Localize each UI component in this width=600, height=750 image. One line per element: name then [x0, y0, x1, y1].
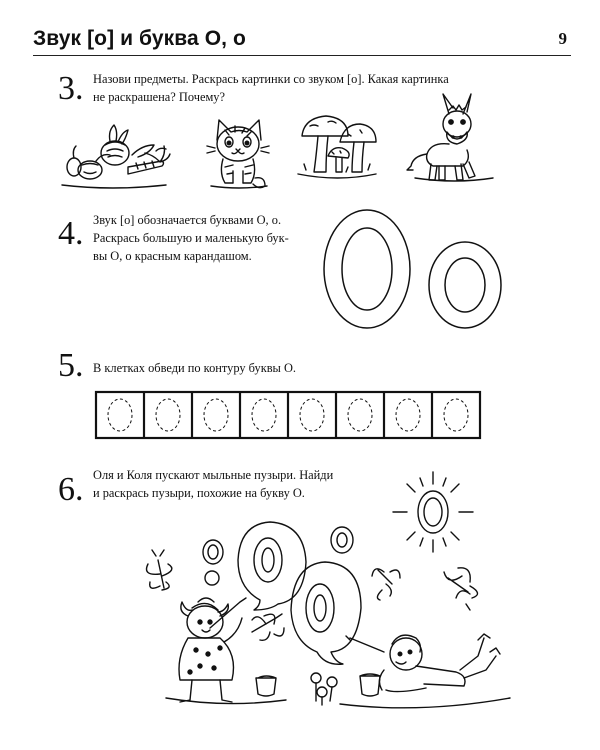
page-title: Звук [о] и буква О, о	[33, 27, 246, 50]
bubble-o-large-1	[238, 522, 306, 610]
big-letter-o	[324, 210, 410, 328]
donkey-picture	[405, 92, 500, 187]
cup-left	[256, 676, 276, 696]
task-4-number: 4.	[58, 215, 84, 252]
letters-o-coloring	[320, 205, 520, 335]
task-3-text-line-2: не раскрашена? Почему?	[93, 90, 225, 104]
butterfly-right-1	[372, 569, 400, 600]
cup-right	[360, 674, 380, 696]
tracing-letter-o[interactable]	[396, 399, 420, 431]
tracing-cells	[95, 390, 485, 440]
task-5-text: В клетках обведи по контуру буквы О.	[93, 361, 297, 375]
task-6-text	[93, 466, 333, 502]
task-4-text	[93, 211, 289, 265]
tracing-letter-o[interactable]	[444, 399, 468, 431]
tracing-letter-o[interactable]	[204, 399, 228, 431]
small-letter-o	[429, 242, 501, 328]
boy-kolya	[340, 634, 510, 708]
tracing-letter-o[interactable]	[300, 399, 324, 431]
task-6-text-line-1: Оля и Коля пускают мыльные пузыри. Найди	[93, 468, 334, 482]
girl-olya	[166, 598, 286, 704]
page-number: 9	[558, 29, 567, 48]
task-5-number: 5.	[58, 347, 84, 384]
butterfly-right-2	[444, 568, 478, 610]
bubble-o-small-2	[331, 527, 353, 553]
task-4-text-line-3: вы О, о красным карандашом.	[93, 249, 252, 263]
tracing-letter-o[interactable]	[108, 399, 132, 431]
tracing-letter-o[interactable]	[348, 399, 372, 431]
flowers	[311, 673, 337, 705]
mushrooms-picture	[298, 112, 378, 187]
task-6-text-line-2: и раскрась пузыри, похожие на букву О.	[93, 486, 305, 500]
task-3-number: 3.	[58, 70, 84, 107]
task-3-text	[93, 70, 449, 106]
task-4-text-line-2: Раскрась большую и маленькую бук-	[93, 231, 289, 245]
butterfly-middle	[252, 614, 284, 640]
bubble-o-small-1	[203, 540, 223, 564]
kitten-picture	[205, 112, 270, 192]
bubbles-scene	[140, 520, 520, 720]
bubble-o-large-2	[291, 562, 361, 664]
tracing-letter-o[interactable]	[252, 399, 276, 431]
page-header	[33, 26, 571, 56]
vegetables-picture	[60, 115, 170, 190]
bubble-round-small	[205, 571, 219, 585]
task-4-text-line-1: Звук [о] обозначается буквами О, о.	[93, 213, 282, 227]
task-3-text-line-1: Назови предметы. Раскрась картинки со звуком [о]. Какая картинка	[93, 72, 449, 86]
butterfly-left	[147, 550, 172, 590]
tracing-letter-o[interactable]	[156, 399, 180, 431]
task-6-number: 6.	[58, 471, 84, 508]
